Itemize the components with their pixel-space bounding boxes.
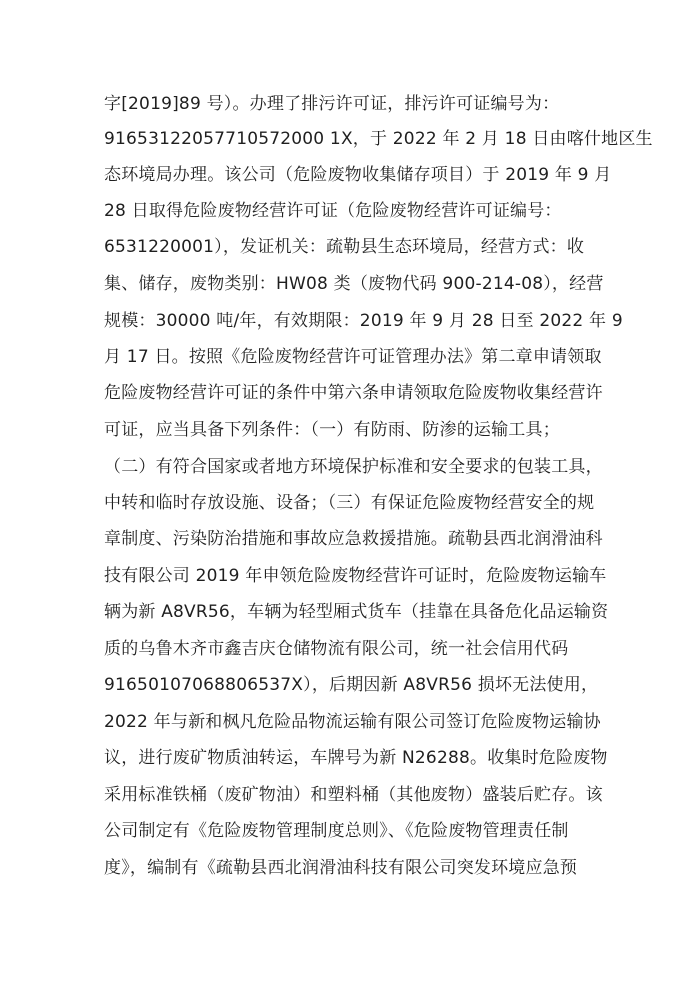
paragraph-line: 公司制定有《危险废物管理制度总则》、《危险废物管理责任制: [104, 821, 569, 841]
paragraph-line: 中转和临时存放设施、设备；（三）有保证危险废物经营安全的规: [104, 493, 595, 513]
paragraph-line: 质的乌鲁木齐市鑫吉庆仓储物流有限公司，统一社会信用代码: [104, 639, 569, 659]
paragraph-line: 91653122057710572000 1X，于 2022 年 2 月 18 日由喀什地区生: [104, 129, 653, 149]
paragraph-line: 28 日取得危险废物经营许可证（危险废物经营许可证编号：: [104, 201, 562, 221]
paragraph-line: 月 17 日。按照《危险废物经营许可证管理办法》第二章申请领取: [104, 347, 602, 367]
paragraph-line: （二）有符合国家或者地方环境保护标准和安全要求的包装工具，: [104, 457, 603, 477]
paragraph-line: 字[2019]89 号）。办理了排污许可证，排污许可证编号为：: [104, 94, 560, 114]
paragraph-line: 6531220001），发证机关：疏勒县生态环境局，经营方式：收: [104, 237, 585, 257]
paragraph-line: 集、储存，废物类别：HW08 类（废物代码 900-214-08），经营: [104, 274, 604, 294]
paragraph-line: 度》，编制有《疏勒县西北润滑油科技有限公司突发环境应急预: [104, 858, 578, 878]
paragraph-line: 章制度、污染防治措施和事故应急救援措施。疏勒县西北润滑油科: [104, 529, 603, 549]
paragraph-line: 可证，应当具备下列条件：（一）有防雨、防渗的运输工具；: [104, 420, 560, 440]
paragraph-line: 态环境局办理。该公司（危险废物收集储存项目）于 2019 年 9 月: [104, 165, 612, 185]
paragraph-line: 91650107068806537X），后期因新 A8VR56 损坏无法使用，: [104, 675, 599, 695]
paragraph-line: 2022 年与新和枫凡危险品物流运输有限公司签订危险废物运输协: [104, 712, 601, 732]
paragraph-line: 议，进行废矿物质油转运，车牌号为新 N26288。收集时危险废物: [104, 748, 608, 768]
paragraph-line: 规模：30000 吨/年，有效期限：2019 年 9 月 28 日至 2022 年 9: [104, 311, 623, 331]
paragraph-line: 危险废物经营许可证的条件中第六条申请领取危险废物收集经营许: [104, 383, 603, 403]
paragraph-line: 采用标准铁桶（废矿物油）和塑料桶（其他废物）盛装后贮存。该: [104, 785, 603, 805]
paragraph-line: 技有限公司 2019 年申领危险废物经营许可证时，危险废物运输车: [104, 566, 607, 586]
paragraph-line: 辆为新 A8VR56，车辆为轻型厢式货车（挂靠在具备危化品运输资: [104, 602, 609, 622]
